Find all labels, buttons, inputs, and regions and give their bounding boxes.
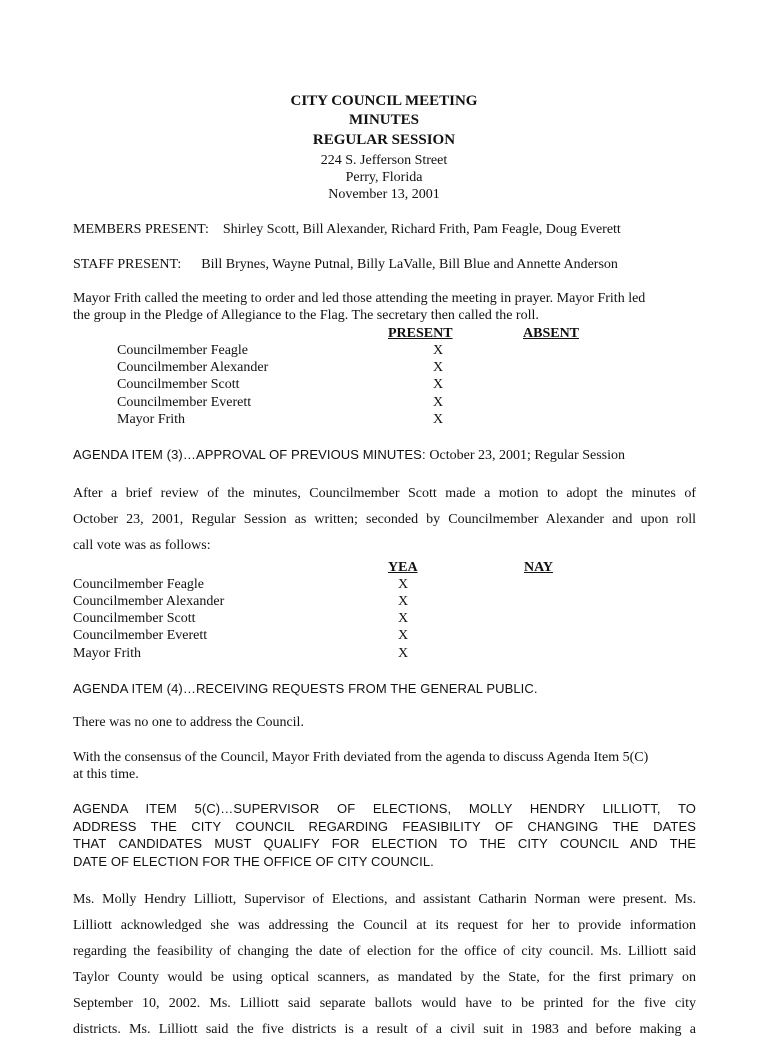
doc-title: CITY COUNCIL MEETING (290, 93, 478, 109)
roll-row-name: Councilmember Everett (117, 395, 252, 410)
vote-row-mark: X (397, 577, 409, 592)
roll-row-mark: X (432, 360, 444, 375)
heading-line: DATE OF ELECTION FOR THE OFFICE OF CITY COUNCIL. (73, 853, 434, 869)
paragraph-line: With the consensus of the Council, Mayor Frith deviated from the agenda to discuss Agenda Item 5(C) (73, 750, 649, 765)
roll-row-name: Mayor Frith (117, 412, 186, 427)
paragraph-line: Lilliott acknowledged she was addressing the Council at its request for her to provide information (73, 918, 696, 933)
members-present-label: MEMBERS PRESENT: (73, 222, 209, 237)
vote-yea-header: YEA (388, 560, 418, 575)
heading-line: AGENDA ITEM 5(C)…SUPERVISOR OF ELECTIONS, MOLLY HENDRY LILLIOTT, TO (73, 801, 696, 816)
heading-line: THAT CANDIDATES MUST QUALIFY FOR ELECTION TO THE CITY COUNCIL AND THE (73, 836, 696, 851)
roll-row-mark: X (432, 412, 444, 427)
paragraph-line: at this time. (73, 767, 139, 782)
paragraph-line: Mayor Frith called the meeting to order and led those attending the meeting in prayer. Mayor Frith led (73, 291, 646, 306)
city-line: Perry, Florida (345, 170, 423, 185)
vote-row-name: Councilmember Feagle (73, 577, 205, 592)
paragraph-line: September 10, 2002. Ms. Lilliott said separate ballots would have to be printed for the five city (73, 996, 696, 1011)
vote-row-name: Councilmember Everett (73, 628, 208, 643)
roll-present-header: PRESENT (388, 326, 453, 341)
agenda-item-4-heading: AGENDA ITEM (4)…RECEIVING REQUESTS FROM THE GENERAL PUBLIC. (73, 681, 538, 696)
heading-line: ADDRESS THE CITY COUNCIL REGARDING FEASIBILITY OF CHANGING THE DATES (73, 818, 696, 834)
agenda-item-3-heading: AGENDA ITEM (3)…APPROVAL OF PREVIOUS MINUTES: (73, 447, 430, 462)
vote-row-mark: X (397, 628, 409, 643)
vote-row-mark: X (397, 646, 409, 661)
paragraph-line: regarding the feasibility of changing the date of election for the office of city council. Ms. Lilliott said (73, 944, 696, 959)
staff-present (73, 256, 618, 273)
vote-row-name: Councilmember Alexander (73, 594, 225, 609)
paragraph-line: districts. Ms. Lilliott said the five districts is a result of a civil suit in 1983 and before making a (73, 1022, 696, 1037)
paragraph-line: After a brief review of the minutes, Councilmember Scott made a motion to adopt the minutes of (73, 486, 696, 501)
doc-subtitle-session: REGULAR SESSION (312, 132, 456, 148)
paragraph-line: Taylor County would be using optical scanners, as mandated by the State, for the first primary on (73, 970, 696, 985)
roll-row-name: Councilmember Scott (117, 377, 240, 392)
address-line: 224 S. Jefferson Street (320, 153, 448, 168)
paragraph-line: call vote was as follows: (73, 538, 211, 553)
paragraph-line: the group in the Pledge of Allegiance to the Flag. The secretary then called the roll. (73, 308, 539, 323)
members-present (73, 221, 621, 238)
no-one-to-address: There was no one to address the Council. (73, 715, 304, 730)
call-to-order-paragraph (73, 290, 696, 324)
roll-absent-header: ABSENT (523, 326, 580, 341)
vote-row-mark: X (397, 594, 409, 609)
agenda-item-5c-heading (73, 800, 696, 870)
paragraph-line: October 23, 2001, Regular Session as written; seconded by Councilmember Alexander and upon roll (73, 512, 696, 527)
agenda-item-3-detail: October 23, 2001; Regular Session (429, 448, 625, 463)
vote-row-name: Councilmember Scott (73, 611, 196, 626)
roll-row-mark: X (432, 343, 444, 358)
vote-row-mark: X (397, 611, 409, 626)
doc-subtitle-minutes: MINUTES (348, 112, 419, 128)
staff-present-names: Bill Brynes, Wayne Putnal, Billy LaValle, Bill Blue and Annette Anderson (201, 257, 618, 272)
vote-row-name: Mayor Frith (73, 646, 142, 661)
roll-row-mark: X (432, 395, 444, 410)
staff-present-label: STAFF PRESENT: (73, 257, 182, 272)
roll-row-mark: X (432, 377, 444, 392)
paragraph-line: Ms. Molly Hendry Lilliott, Supervisor of Elections, and assistant Catharin Norman were present. Ms. (73, 892, 696, 907)
vote-nay-header: NAY (524, 560, 554, 575)
agenda-item-3 (73, 446, 625, 464)
roll-row-name: Councilmember Feagle (117, 343, 249, 358)
lilliott-paragraph (73, 887, 696, 1043)
members-present-names: Shirley Scott, Bill Alexander, Richard Frith, Pam Feagle, Doug Everett (222, 222, 621, 237)
consensus-paragraph (73, 749, 696, 783)
date-line: November 13, 2001 (328, 187, 440, 202)
roll-row-name: Councilmember Alexander (117, 360, 269, 375)
motion-paragraph (73, 481, 696, 559)
